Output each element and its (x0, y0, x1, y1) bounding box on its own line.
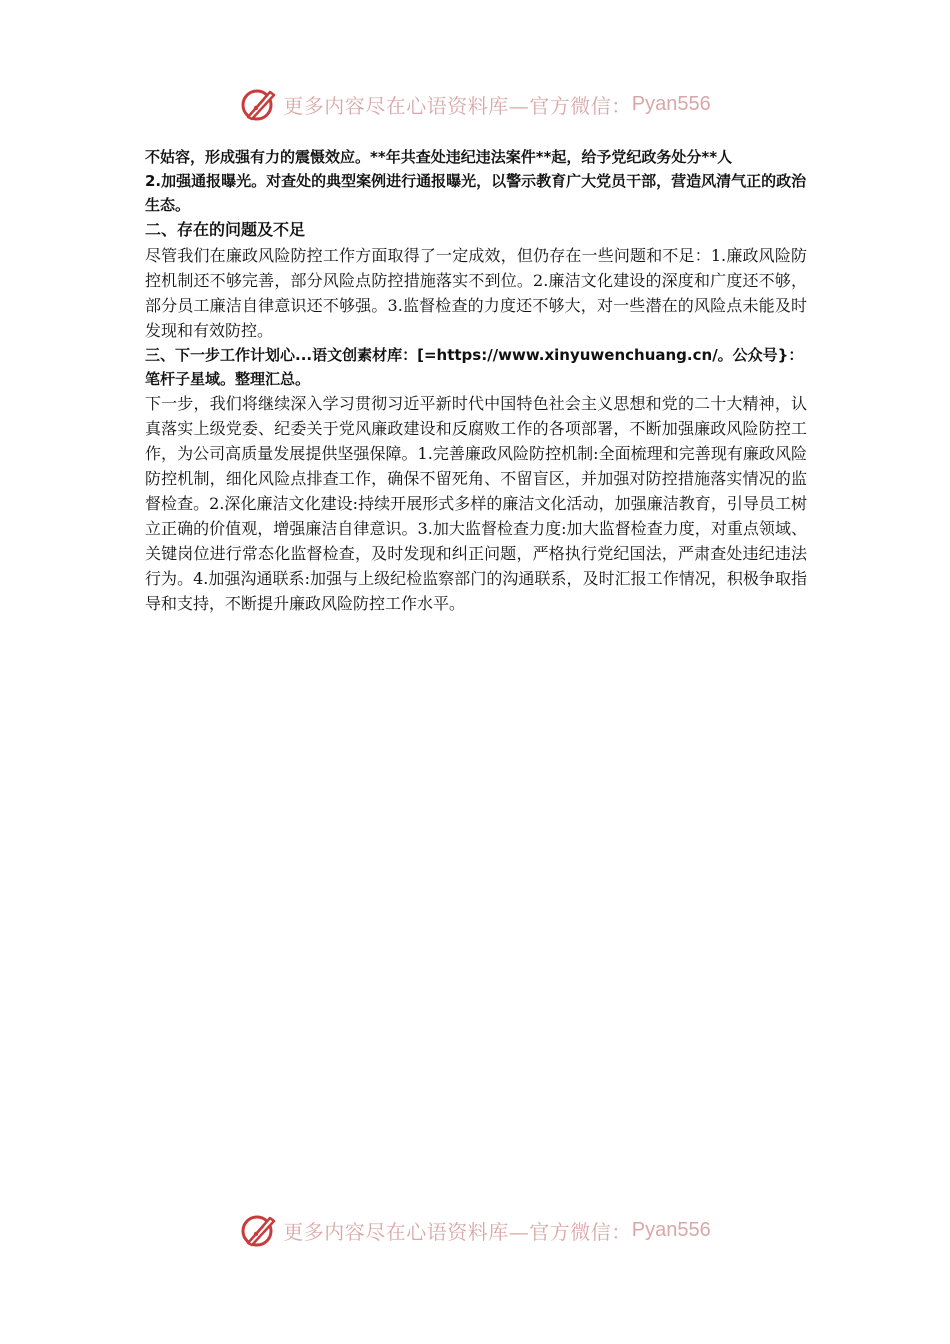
paragraph-intro-continued: 不姑容，形成强有力的震慑效应。**年共查处违纪违法案件**起，给予党纪政务处分**人 (145, 148, 733, 166)
banner-text: 更多内容尽在心语资料库—官方微信： (283, 1219, 632, 1244)
paragraph-problems: 尽管我们在廉政风险防控工作方面取得了一定成效，但仍存在一些问题和不足：1.廉政风险防控机制还不够完善，部分风险点防控措施落实不到位。2.廉洁文化建设的深度和广度还不够，部分员工廉洁自律意识还不够强。3.监督检查的力度还不够大，对一些潜在的风险点未能及时发现和有效防控。 (145, 246, 807, 340)
section-heading-problems: 二、存在的问题及不足 (145, 220, 306, 239)
paragraph-publicize-exposure: 2.加强通报曝光。对查处的典型案例进行通报曝光，以警示教育广大党员干部，营造风清气正的政治生态。 (145, 172, 807, 214)
banner-wechat-id: Pyan556 (631, 92, 711, 115)
footer-banner (0, 1208, 950, 1252)
banner-text: 更多内容尽在心语资料库—官方微信： (283, 93, 632, 118)
paragraph-next-steps: 下一步，我们将继续深入学习贯彻习近平新时代中国特色社会主义思想和党的二十大精神，认真落实上级党委、纪委关于党风廉政建设和反腐败工作的各项部署，不断加强廉政风险防控工作，为公司高质量发展提供坚强保障。1.完善廉政风险防控机制:全面梳理和完善现有廉政风险防控机制，细化风险点排查工作，确保不留死角、不留盲区，并加强对防控措施落实情况的监督检查。2.深化廉洁文化建设:持续开展形式多样的廉洁文化活动，加强廉洁教育，引导员工树立正确的价值观，增强廉洁自律意识。3.加大监督检查力度:加大监督检查力度，对重点领域、关键岗位进行常态化监督检查，及时发现和纠正问题，严格执行党纪国法，严肃查处违纪违法行为。4.加强沟通联系:加强与上级纪检监察部门的沟通联系，及时汇报工作情况，积极争取指导和支持，不断提升廉政风险防控工作水平。 (145, 394, 807, 613)
pen-nib-logo-icon (239, 84, 279, 124)
pen-nib-logo-icon (239, 1210, 279, 1250)
banner-wechat-id: Pyan556 (631, 1218, 711, 1241)
header-banner (0, 82, 950, 126)
document-body (145, 145, 807, 616)
section-heading-next-steps: 三、下一步工作计划心...语文创素材库：[=https://www.xinyuwenchuang.cn/。公众号}：笔杆子星域。整理汇总。 (145, 346, 804, 388)
